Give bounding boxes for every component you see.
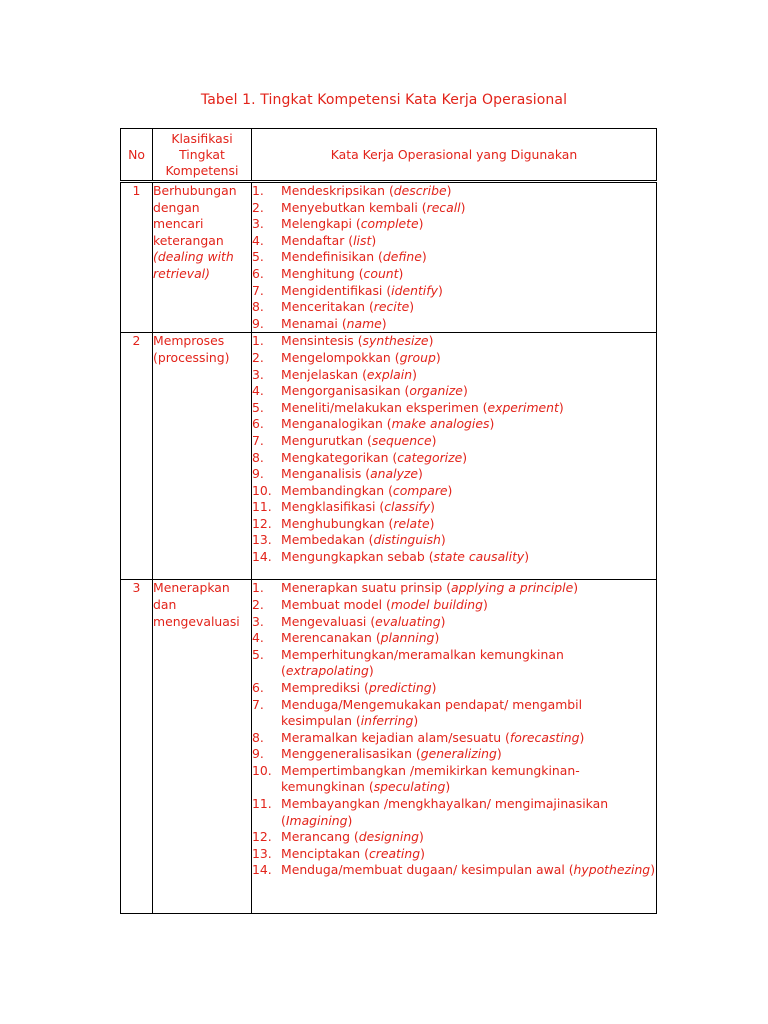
verb-item: 2. Mengelompokkan (group) bbox=[252, 349, 441, 365]
verb-item: 5. Memperhitungkan/meramalkan kemungkinan (extrapolating) bbox=[252, 646, 564, 679]
verb-english: describe bbox=[393, 183, 447, 198]
verb-list bbox=[252, 333, 656, 565]
verb-english: explain bbox=[366, 366, 413, 382]
verb-english: distinguish bbox=[373, 532, 441, 548]
verb-item: 9. Menamai (name) bbox=[252, 315, 387, 331]
verb-number: 14. bbox=[252, 549, 272, 565]
verb-indonesian: Menyebutkan kembali bbox=[281, 199, 418, 215]
verb-number: 11. bbox=[252, 796, 272, 812]
verb-item: 6. Memprediksi (predicting) bbox=[252, 679, 437, 695]
verb-indonesian: Menganalogikan bbox=[281, 416, 383, 432]
verb-number: 9. bbox=[252, 466, 264, 482]
verb-english: recall bbox=[426, 199, 461, 215]
verb-english: organize bbox=[409, 383, 463, 399]
verb-list bbox=[252, 580, 656, 879]
verb-indonesian: Menghubungkan bbox=[281, 515, 385, 531]
verb-number: 12. bbox=[252, 515, 272, 531]
verb-english: hypothezing bbox=[573, 862, 651, 878]
verb-indonesian: Mengklasifikasi bbox=[281, 499, 376, 515]
verb-number: 2. bbox=[252, 349, 264, 365]
verb-english: identify bbox=[391, 282, 438, 298]
verb-number: 6. bbox=[252, 265, 264, 281]
verb-english: complete bbox=[360, 216, 419, 232]
verb-indonesian: Mendeskripsikan bbox=[281, 183, 385, 198]
table-row bbox=[121, 580, 657, 914]
verb-english: extrapolating bbox=[285, 663, 369, 679]
verb-number: 10. bbox=[252, 762, 272, 778]
verb-number: 11. bbox=[252, 499, 272, 515]
verb-number: 5. bbox=[252, 249, 264, 265]
verb-number: 8. bbox=[252, 299, 264, 315]
verb-number: 4. bbox=[252, 383, 264, 399]
verb-item: 1. Mensintesis (synthesize) bbox=[252, 333, 434, 349]
verb-number: 7. bbox=[252, 282, 264, 298]
verb-indonesian: Menggeneralisasikan bbox=[281, 746, 412, 762]
competency-table bbox=[120, 128, 657, 914]
verb-number: 6. bbox=[252, 679, 264, 695]
verb-english: predicting bbox=[368, 679, 432, 695]
verb-indonesian: Mengurutkan bbox=[281, 432, 364, 448]
row-number: 1 bbox=[121, 182, 153, 333]
verb-number: 14. bbox=[252, 862, 272, 878]
verb-indonesian: Menduga/membuat dugaan/ kesimpulan awal bbox=[281, 862, 565, 878]
verb-english: relate bbox=[393, 515, 430, 531]
verb-number: 1. bbox=[252, 183, 264, 198]
verb-item: 13. Membedakan (distinguish) bbox=[252, 532, 446, 548]
verb-number: 13. bbox=[252, 532, 272, 548]
verb-english: analyze bbox=[370, 466, 419, 482]
verb-english: make analogies bbox=[391, 416, 490, 432]
verb-english: define bbox=[382, 249, 422, 265]
verb-item: 2. Menyebutkan kembali (recall) bbox=[252, 199, 466, 215]
verb-english: name bbox=[346, 315, 382, 331]
verb-indonesian: Mensintesis bbox=[281, 333, 354, 349]
table-row bbox=[121, 182, 657, 333]
verb-item: 7. Mengurutkan (sequence) bbox=[252, 432, 437, 448]
verb-indonesian: Menerapkan suatu prinsip bbox=[281, 580, 443, 596]
verb-item: 5. Mendefinisikan (define) bbox=[252, 249, 427, 265]
verb-indonesian: Mempertimbangkan /memikirkan kemungkinan-kemungkinan bbox=[281, 762, 580, 795]
header-no: No bbox=[121, 129, 153, 182]
verb-indonesian: Menduga/Mengemukakan pendapat/ mengambil kesimpulan bbox=[281, 696, 583, 729]
verb-english: count bbox=[363, 265, 399, 281]
verb-indonesian: Mengkategorikan bbox=[281, 449, 389, 465]
verb-item: 10. Membandingkan (compare) bbox=[252, 482, 453, 498]
row-number: 2 bbox=[121, 333, 153, 580]
verb-item: 8. Menceritakan (recite) bbox=[252, 299, 415, 315]
verb-item: 6. Menganalogikan (make analogies) bbox=[252, 416, 495, 432]
verb-item: 9. Menganalisis (analyze) bbox=[252, 466, 423, 482]
verb-item: 8. Meramalkan kejadian alam/sesuatu (forecasting) bbox=[252, 729, 585, 745]
verb-number: 13. bbox=[252, 845, 272, 861]
verb-indonesian: Merancang bbox=[281, 829, 350, 845]
verb-item: 14. Menduga/membuat dugaan/ kesimpulan awal (hypothezing) bbox=[252, 862, 656, 878]
verb-english: categorize bbox=[397, 449, 463, 465]
verb-item: 14. Mengungkapkan sebab (state causality) bbox=[252, 549, 530, 565]
classification-cell bbox=[153, 580, 252, 914]
verb-number: 6. bbox=[252, 416, 264, 432]
verb-item: 3. Mengevaluasi (evaluating) bbox=[252, 613, 446, 629]
verb-item: 9. Menggeneralisasikan (generalizing) bbox=[252, 746, 502, 762]
verb-item: 1. Menerapkan suatu prinsip (applying a principle) bbox=[252, 580, 579, 596]
verb-indonesian: Meramalkan kejadian alam/sesuatu bbox=[281, 729, 502, 745]
verbs-cell bbox=[252, 580, 657, 914]
verb-indonesian: Membedakan bbox=[281, 532, 365, 548]
verbs-cell bbox=[252, 182, 657, 333]
verb-item: 1. Mendeskripsikan (describe) bbox=[252, 183, 452, 198]
verb-item: 3. Menjelaskan (explain) bbox=[252, 366, 417, 382]
verb-english: applying a principle bbox=[451, 580, 574, 596]
verb-number: 7. bbox=[252, 432, 264, 448]
verb-english: generalizing bbox=[420, 746, 497, 762]
verb-indonesian: Merencanakan bbox=[281, 630, 372, 646]
verb-item: 12. Merancang (designing) bbox=[252, 829, 424, 845]
verb-indonesian: Menciptakan bbox=[281, 845, 361, 861]
verb-indonesian: Membayangkan /mengkhayalkan/ mengimajinasikan bbox=[281, 796, 609, 812]
verb-indonesian: Mengorganisasikan bbox=[281, 383, 401, 399]
page-title: Tabel 1. Tingkat Kompetensi Kata Kerja Operasional bbox=[200, 92, 568, 108]
verb-item: 7. Menduga/Mengemukakan pendapat/ mengambil kesimpulan (inferring) bbox=[252, 696, 583, 729]
classification-text: Berhubungan dengan mencari keterangan bbox=[153, 183, 237, 248]
verb-indonesian: Membandingkan bbox=[281, 482, 385, 498]
verb-item: 13. Menciptakan (creating) bbox=[252, 845, 425, 861]
verb-number: 3. bbox=[252, 216, 264, 232]
classification-text: Memproses (processing) bbox=[153, 333, 230, 365]
verb-indonesian: Mengungkapkan sebab bbox=[281, 549, 425, 565]
classification-english: (dealing with retrieval) bbox=[153, 249, 234, 281]
verb-english: classify bbox=[384, 499, 431, 515]
verb-english: sequence bbox=[371, 432, 432, 448]
verb-item: 8. Mengkategorikan (categorize) bbox=[252, 449, 468, 465]
verb-item: 4. Mendaftar (list) bbox=[252, 232, 377, 248]
verb-indonesian: Mendaftar bbox=[281, 232, 345, 248]
verb-number: 9. bbox=[252, 315, 264, 331]
verb-number: 7. bbox=[252, 696, 264, 712]
verb-indonesian: Memprediksi bbox=[281, 679, 361, 695]
verb-item: 2. Membuat model (model building) bbox=[252, 596, 488, 612]
verb-indonesian: Mengelompokkan bbox=[281, 349, 391, 365]
verb-english: planning bbox=[380, 630, 435, 646]
verb-item: 7. Mengidentifikasi (identify) bbox=[252, 282, 443, 298]
verb-number: 3. bbox=[252, 613, 264, 629]
header-kata-kerja: Kata Kerja Operasional yang Digunakan bbox=[252, 129, 657, 182]
verb-english: synthesize bbox=[362, 333, 429, 349]
verb-number: 8. bbox=[252, 729, 264, 745]
row-number: 3 bbox=[121, 580, 153, 914]
verb-indonesian: Memperhitungkan/meramalkan kemungkinan bbox=[281, 646, 564, 662]
classification-cell bbox=[153, 182, 252, 333]
verb-number: 3. bbox=[252, 366, 264, 382]
verb-english: group bbox=[399, 349, 436, 365]
verb-english: experiment bbox=[487, 399, 559, 415]
verb-item: 4. Merencanakan (planning) bbox=[252, 630, 440, 646]
verb-english: inferring bbox=[360, 713, 414, 729]
verb-number: 8. bbox=[252, 449, 264, 465]
verb-indonesian: Menghitung bbox=[281, 265, 355, 281]
verb-number: 5. bbox=[252, 399, 264, 415]
verb-english: list bbox=[353, 232, 372, 248]
verb-item: 11. Mengklasifikasi (classify) bbox=[252, 499, 435, 515]
table-row bbox=[121, 333, 657, 580]
verb-english: recite bbox=[373, 299, 410, 315]
verb-item: 11. Membayangkan /mengkhayalkan/ mengimajinasikan (Imagining) bbox=[252, 796, 609, 828]
table-header-row bbox=[121, 129, 657, 182]
classification-text: Menerapkan dan mengevaluasi bbox=[153, 580, 240, 629]
verb-number: 2. bbox=[252, 596, 264, 612]
verb-number: 5. bbox=[252, 646, 264, 662]
verb-list bbox=[252, 183, 656, 332]
verb-number: 1. bbox=[252, 333, 264, 349]
verb-indonesian: Mengevaluasi bbox=[281, 613, 367, 629]
verb-indonesian: Menceritakan bbox=[281, 299, 365, 315]
verb-item: 12. Menghubungkan (relate) bbox=[252, 515, 435, 531]
verb-number: 4. bbox=[252, 630, 264, 646]
verb-indonesian: Menamai bbox=[281, 315, 338, 331]
verb-number: 10. bbox=[252, 482, 272, 498]
verb-indonesian: Membuat model bbox=[281, 596, 383, 612]
verb-indonesian: Meneliti/melakukan eksperimen bbox=[281, 399, 479, 415]
verb-indonesian: Menganalisis bbox=[281, 466, 362, 482]
verb-item: 3. Melengkapi (complete) bbox=[252, 216, 424, 232]
verb-item: 5. Meneliti/melakukan eksperimen (experiment) bbox=[252, 399, 564, 415]
verb-number: 1. bbox=[252, 580, 264, 596]
verb-english: evaluating bbox=[375, 613, 441, 629]
verb-english: designing bbox=[358, 829, 420, 845]
verb-english: Imagining bbox=[285, 812, 348, 828]
verb-item: 6. Menghitung (count) bbox=[252, 265, 404, 281]
verb-number: 2. bbox=[252, 199, 264, 215]
verb-english: creating bbox=[368, 845, 421, 861]
verb-english: model building bbox=[390, 596, 484, 612]
verb-english: speculating bbox=[373, 779, 446, 795]
verb-indonesian: Melengkapi bbox=[281, 216, 352, 232]
verb-english: forecasting bbox=[509, 729, 580, 745]
verb-number: 4. bbox=[252, 232, 264, 248]
verb-indonesian: Mengidentifikasi bbox=[281, 282, 383, 298]
classification-cell bbox=[153, 333, 252, 580]
verb-item: 4. Mengorganisasikan (organize) bbox=[252, 383, 468, 399]
verb-item: 10. Mempertimbangkan /memikirkan kemungkinan-kemungkinan (speculating) bbox=[252, 762, 580, 795]
verb-number: 9. bbox=[252, 746, 264, 762]
verbs-cell bbox=[252, 333, 657, 580]
verb-indonesian: Menjelaskan bbox=[281, 366, 359, 382]
verb-english: state causality bbox=[433, 549, 525, 565]
verb-indonesian: Mendefinisikan bbox=[281, 249, 375, 265]
header-klasifikasi: Klasifikasi Tingkat Kompetensi bbox=[153, 129, 252, 182]
verb-number: 12. bbox=[252, 829, 272, 845]
verb-english: compare bbox=[392, 482, 448, 498]
